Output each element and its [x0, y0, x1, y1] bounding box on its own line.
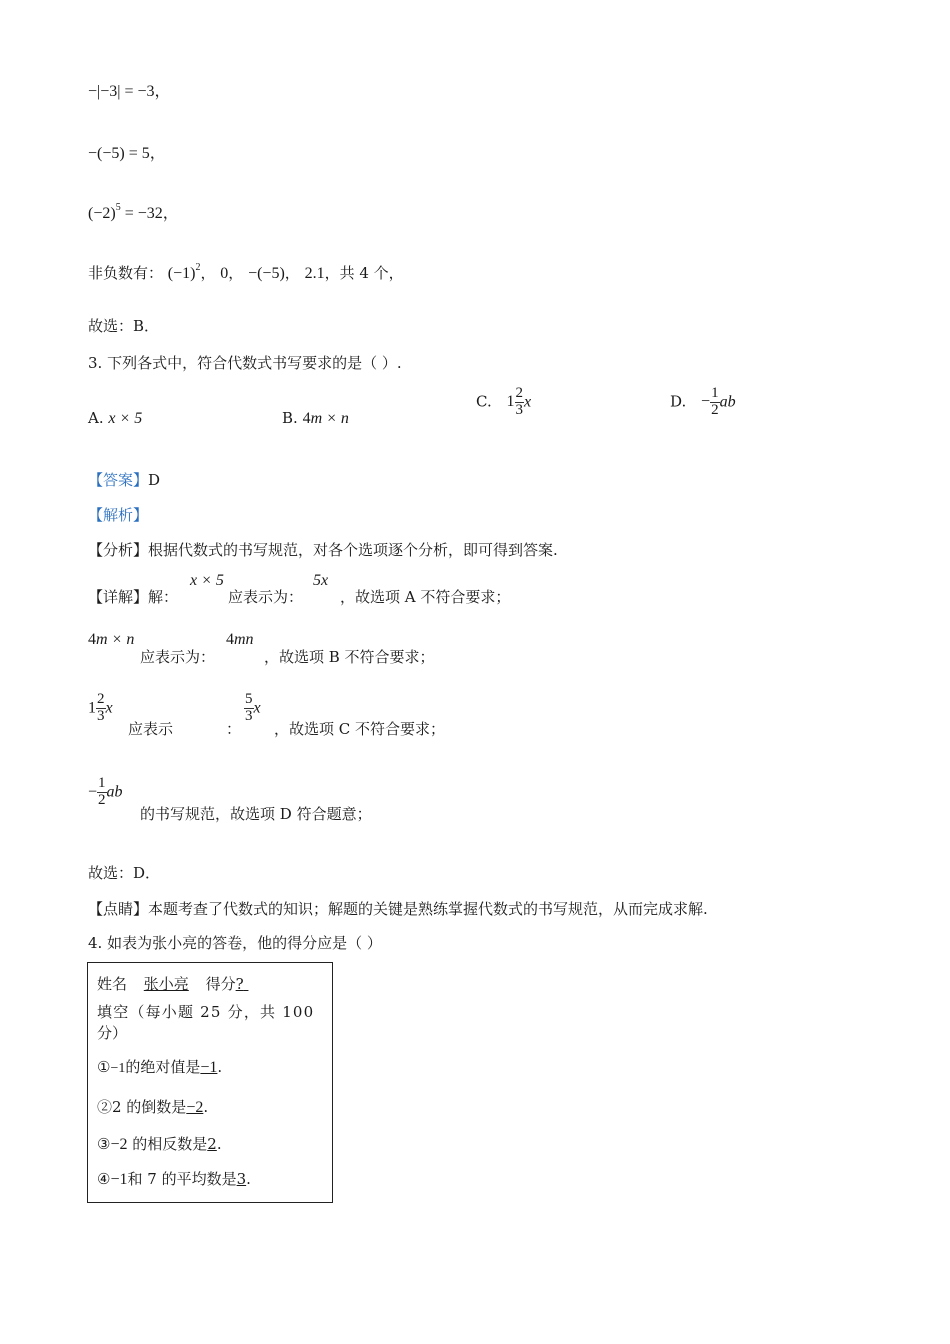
list-item: 2.1 [304, 265, 325, 282]
equation-text: −|−3| = −3， [88, 83, 171, 100]
fraction-numerator: 1 [711, 385, 719, 401]
fraction-denominator: 2 [98, 791, 106, 808]
card-instruction-cont: 分） [97, 1024, 128, 1042]
item-answer: 3 [236, 1170, 247, 1188]
option-d[interactable] [670, 386, 736, 419]
item-text: 和 7 的平均数是 [127, 1170, 237, 1188]
separator: ， [200, 264, 216, 282]
fraction-denominator: 3 [515, 401, 523, 418]
fraction-numerator: 5 [245, 691, 253, 707]
detail-c-colon: ： [226, 720, 242, 738]
coefficient: 4 [226, 631, 234, 648]
card-item-2 [97, 1096, 208, 1117]
fraction-denominator: 3 [245, 707, 253, 724]
fraction [515, 386, 525, 419]
detail-tag: 【详解】 [88, 588, 149, 606]
option-b[interactable] [282, 409, 349, 428]
detail-a-mid: 应表示为： [228, 588, 304, 606]
fenxi-tag: 【分析】 [88, 541, 149, 559]
answer-value: D [148, 471, 161, 489]
detail-b-mid: 应表示为： [140, 648, 216, 666]
dianjing-tag: 【点睛】 [88, 900, 149, 918]
option-a[interactable] [88, 409, 142, 428]
variable: ab [106, 783, 123, 801]
fenxi-line [88, 539, 558, 560]
fraction-numerator: 2 [515, 385, 523, 401]
item-end: . [217, 1058, 223, 1076]
item-end: . [246, 1170, 251, 1188]
item-end: . [203, 1098, 209, 1116]
item-number: ① [97, 1058, 111, 1076]
variable: x [524, 393, 532, 411]
sign: − [701, 393, 711, 411]
card-instruction: 填空（每小题 25 分，共 100 [97, 1003, 315, 1021]
list-item: −(−5) [248, 265, 285, 282]
answer-sheet-card [87, 962, 333, 1203]
variable: ab [719, 393, 736, 411]
item-math: −1 [110, 1171, 128, 1188]
item-math: −1 [110, 1061, 126, 1076]
guxuan-line: 故选：D． [88, 864, 161, 882]
equation-neg-neg-5 [88, 140, 166, 163]
detail-b-result [226, 631, 254, 649]
answer-line [88, 469, 160, 490]
list-item: 0 [220, 265, 229, 282]
detail-c-mid: 应表示 [128, 720, 174, 738]
name-value: 张小亮 [143, 975, 189, 993]
score-label: 得分 [205, 975, 236, 993]
item-end: . [216, 1135, 222, 1153]
fraction-numerator: 1 [98, 775, 106, 791]
option-label: A. [88, 409, 104, 427]
card-item-1 [97, 1056, 222, 1077]
nonnegative-list [88, 262, 404, 283]
card-item-3 [97, 1133, 222, 1154]
detail-a-end: ，故选项 A 不符合要求； [340, 588, 511, 606]
detail-line-a [88, 586, 178, 607]
list-prefix: 非负数有： [88, 264, 164, 282]
power-result: = −32， [120, 205, 179, 222]
option-label: D. [670, 392, 687, 411]
score-value: ? [235, 975, 244, 993]
mixed-whole: 1 [88, 699, 96, 717]
analysis-tag: 【解析】 [88, 506, 149, 524]
separator: ， [284, 264, 300, 282]
variable: x [105, 699, 113, 717]
equation-text: −(−5) = 5， [88, 145, 166, 162]
item-answer: 2 [207, 1135, 217, 1153]
detail-c-expression [88, 692, 113, 725]
expression: m × n [96, 631, 135, 648]
item-text: 的绝对值是 [125, 1058, 201, 1076]
detail-b-expression [88, 631, 134, 649]
detail-d-expression [88, 776, 123, 809]
item-math: −2 [110, 1136, 128, 1153]
dianjing-text: 本题考查了代数式的知识；解题的关键是熟练掌握代数式的书写规范，从而完成求解. [148, 900, 708, 918]
detail-a-result: 5x [313, 572, 329, 589]
list-suffix: ，共 4 个， [324, 264, 404, 282]
separator: ， [228, 264, 244, 282]
fraction [97, 776, 107, 809]
expression: mn [234, 631, 254, 648]
variable: x [253, 699, 261, 717]
item-number: ④ [97, 1170, 111, 1188]
power-exponent: 5 [115, 202, 121, 213]
option-c[interactable] [476, 386, 531, 419]
power-base: (−2) [88, 205, 116, 222]
list-item: (−1) [167, 265, 196, 282]
detail-a-expression: x × 5 [190, 572, 224, 589]
sign: − [88, 783, 98, 801]
detail-c-end: ，故选项 C 不符合要求； [274, 720, 446, 738]
detail-c-result [244, 692, 261, 725]
item-text: ②2 的倒数是 [97, 1098, 187, 1116]
option-expression: x × 5 [108, 410, 143, 427]
fenxi-text: 根据代数式的书写规范，对各个选项逐个分析，即可得到答案. [148, 541, 558, 559]
detail-d-end: 的书写规范，故选项 D 符合题意； [140, 805, 372, 823]
item-text: 的相反数是 [127, 1135, 208, 1153]
fraction [244, 692, 254, 725]
option-coefficient: 4 [302, 410, 311, 427]
option-label: C. [476, 392, 492, 411]
answer-tag: 【答案】 [88, 471, 149, 489]
coefficient: 4 [88, 631, 96, 648]
question-3-stem: 3. 下列各式中，符合代数式书写要求的是（ ）. [88, 354, 402, 372]
item-answer: −2 [186, 1099, 204, 1116]
list-item-exponent: 2 [195, 262, 201, 273]
option-label: B. [282, 409, 298, 427]
fraction-denominator: 3 [97, 707, 105, 724]
item-answer: −1 [200, 1059, 218, 1076]
equation-abs-3 [88, 78, 171, 101]
conclusion-text: 故选：B． [88, 317, 160, 335]
fraction-denominator: 2 [711, 401, 719, 418]
equation-power [88, 200, 179, 223]
fraction [710, 386, 720, 419]
item-number: ③ [97, 1135, 111, 1153]
mixed-whole: 1 [506, 393, 515, 411]
conclusion-line [88, 315, 159, 336]
fraction [96, 692, 106, 725]
dianjing-line [88, 898, 708, 919]
name-label: 姓名 [97, 975, 128, 993]
card-item-4 [97, 1168, 251, 1189]
card-header [97, 973, 248, 994]
detail-start: 解： [148, 588, 179, 606]
question-4-stem: 4. 如表为张小亮的答卷，他的得分应是（ ） [88, 934, 382, 952]
option-expression: m × n [310, 410, 349, 427]
detail-b-end: ，故选项 B 不符合要求； [264, 648, 435, 666]
fraction-numerator: 2 [97, 691, 105, 707]
